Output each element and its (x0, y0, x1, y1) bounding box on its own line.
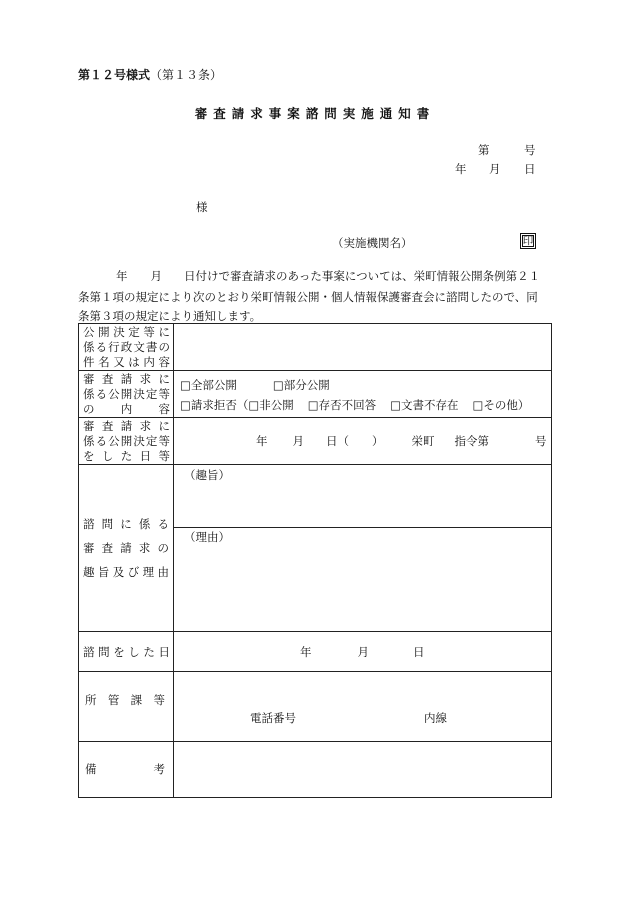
label-line: 審査請求に (83, 419, 170, 433)
label-line: 備考 (85, 762, 165, 776)
value-purpose-reason (174, 465, 552, 632)
purpose-label: （趣旨） (184, 468, 230, 482)
label-line: の 内 容 (83, 402, 170, 416)
checkbox-no-document[interactable]: □文書不存在 (390, 398, 459, 412)
label-line: 諮問に係る (83, 517, 169, 531)
checkbox-neither-confirm[interactable]: □存否不回答 (307, 398, 377, 412)
agency-name-label: （実施機関名） (332, 236, 413, 250)
decision-year: 年 (256, 434, 268, 448)
form-number: 第１２号様式 (78, 68, 151, 82)
label-line: 審査請求に (83, 372, 170, 386)
body-line-1 (78, 268, 553, 284)
inquiry-year: 年 (300, 644, 312, 659)
table-row-department (79, 672, 552, 742)
body-line-3: 条第３項の規定により通知します。 (78, 309, 262, 323)
checkbox-refusal[interactable]: □請求拒否（□非公開 (180, 398, 294, 412)
decision-month: 月 (292, 434, 304, 448)
value-inquiry-date[interactable] (174, 632, 552, 672)
checkbox-full-disclosure[interactable]: □全部公開 (180, 378, 237, 392)
value-decision-date[interactable] (174, 418, 552, 465)
form-article: （第１３条） (150, 68, 223, 82)
addressee-suffix: 様 (196, 200, 208, 214)
table-row-decision-date (79, 418, 552, 465)
label-line: 趣旨及び理由 (83, 565, 169, 579)
table-row-decision (79, 371, 552, 418)
table-row-document (79, 324, 552, 371)
label-line: 審査請求の (83, 541, 169, 555)
value-department[interactable] (174, 672, 552, 742)
checkbox-other[interactable]: □その他） (472, 398, 530, 412)
label-purpose-reason (79, 465, 174, 632)
label-decision-date (79, 418, 174, 465)
label-line: 公開決定等に (83, 325, 170, 339)
date-month: 月 (489, 162, 501, 176)
label-remarks (79, 742, 174, 798)
document-title: 審査請求事案諮問実施通知書 (194, 106, 436, 121)
label-decision (79, 371, 174, 418)
label-line: 係る公開決定等 (83, 387, 170, 401)
form-number-label (78, 66, 222, 83)
label-inquiry-date (79, 632, 174, 672)
decision-order-no: 指令第 (454, 434, 489, 448)
doc-number-prefix: 第 (478, 143, 490, 157)
checkbox-partial-disclosure[interactable]: □部分公開 (272, 378, 330, 392)
decision-order-suffix: 号 (535, 434, 547, 448)
body-year: 年 (116, 269, 128, 283)
label-line: 所管課等 (85, 693, 165, 707)
label-document (79, 324, 174, 371)
label-line: 諮問をした日 (83, 644, 170, 659)
extension-label: 内線 (424, 710, 447, 725)
notice-table (78, 323, 552, 798)
date-day: 日 (524, 162, 536, 176)
decision-town: 栄町 (411, 434, 435, 448)
inquiry-day: 日 (413, 644, 425, 659)
doc-number-suffix: 号 (524, 143, 536, 157)
body-line-1-text: 日付けで審査請求のあった事案については、栄町情報公開条例第２１ (184, 269, 541, 283)
table-row-purpose-reason (79, 465, 552, 632)
label-line: 件名又は内容 (83, 355, 170, 369)
decision-day: 日（ ） (326, 434, 384, 448)
date-year: 年 (455, 162, 467, 176)
value-document[interactable] (174, 324, 552, 371)
table-row-remarks (79, 742, 552, 798)
value-decision (174, 371, 552, 418)
value-remarks[interactable] (174, 742, 552, 798)
body-month: 月 (150, 269, 162, 283)
table-row-inquiry-date (79, 632, 552, 672)
label-line: をした日等 (83, 449, 170, 463)
inquiry-month: 月 (357, 644, 369, 659)
phone-label: 電話番号 (250, 710, 296, 725)
purpose-box[interactable] (174, 465, 551, 528)
reason-box[interactable] (174, 528, 551, 630)
seal-mark: 印 (520, 233, 536, 249)
label-line: 係る公開決定等 (83, 434, 170, 448)
body-line-2: 条第１項の規定により次のとおり栄町情報公開・個人情報保護審査会に諮問したので、同 (78, 290, 538, 304)
label-line: 係る行政文書の (83, 340, 170, 354)
label-department (79, 672, 174, 742)
reason-label: （理由） (184, 530, 230, 544)
